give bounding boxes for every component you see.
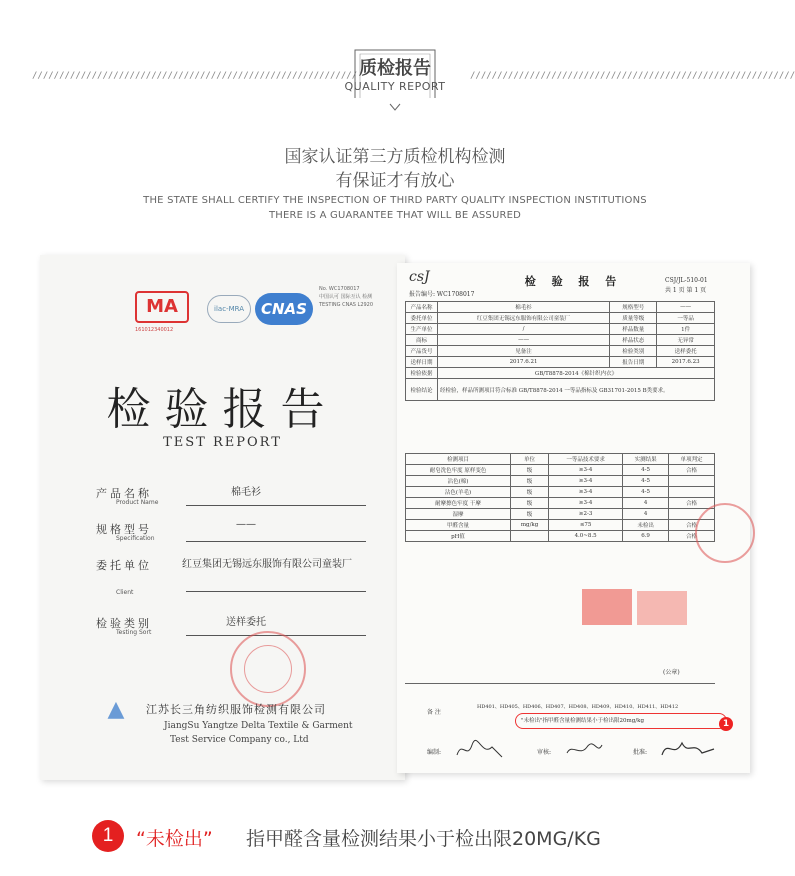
table-row: 商标 —— 样品状态 无异常 (406, 335, 715, 346)
sign-label-approve: 批准: (633, 749, 648, 756)
highlight-note: "未检出"指甲醛含量检测结果小于检出限20mg/kg (521, 718, 645, 724)
highlight-marker: 1 (719, 717, 733, 731)
field-specification: 规格型号 Specification —— (96, 521, 366, 547)
cnas-caption: No. WC1708017 中国认可 国际互认 检测 TESTING CNAS L2920 (319, 286, 374, 308)
decorative-slashes-left: //////////////////////////////////////////////////////////// (32, 71, 358, 81)
csj-logo: csJ (409, 269, 430, 285)
cover-subtitle: TEST REPORT (163, 435, 282, 450)
table-header-row: 检测项目 单位 一等品技术要求 实测结果 单项判定 (406, 454, 715, 465)
table-row: 送样日期 2017.6.21 报告日期 2017.6.23 (406, 357, 715, 368)
report-page: 共 1 页 第 1 页 (665, 287, 707, 294)
handwritten-signatures (452, 735, 752, 763)
table-row: 检验结论 经检验，样品所测项目符合标准 GB/T8878-2014 一等品指标及 GB31701-2015 B类要求。 (406, 379, 715, 401)
org-name-en-2: Test Service Company co., Ltd (170, 735, 309, 745)
red-stamp-left (582, 589, 632, 625)
field-testing-sort: 检验类别 Testing Sort 送样委托 (96, 615, 366, 641)
field-client: 委托单位 Client 红豆集团无锡远东服饰有限公司童装厂 (96, 557, 366, 597)
notes-label: 备 注 (427, 709, 441, 716)
report-cover-page (40, 255, 405, 780)
red-stamp-right (637, 591, 687, 625)
section-header (0, 0, 795, 120)
tagline-cn-1: 国家认证第三方质检机构检测 (284, 147, 506, 167)
notes-text: HD401、HD405、HD406、HD407、HD408、HD409、HD410、HD411、HD412 (477, 704, 679, 710)
table-row: 耐皂洗色牢度 原样变色 级 ≥3-4 4-5 合格 (406, 465, 715, 476)
ilac-mra-logo: ilac-MRA (207, 295, 251, 323)
decorative-slashes-right: //////////////////////////////////////////////////////////// (470, 71, 795, 81)
table-row: 生产单位 / 样品数量 1件 (406, 324, 715, 335)
test-results-table (405, 453, 715, 542)
header-title: 质检报告 (359, 58, 431, 79)
cnas-logo: CNAS (255, 293, 313, 325)
report-document-photo (40, 255, 750, 780)
field-product-name: 产品名称 Product Name 棉毛衫 (96, 485, 366, 511)
table-row: 湿摩 级 ≥2-3 4 (406, 509, 715, 520)
report-number: 报告编号: WC1708017 (409, 291, 475, 298)
table-row: 沾色(羊毛) 级 ≥3-4 4-5 (406, 487, 715, 498)
testing-organization (100, 695, 400, 755)
tagline-en-2: THERE IS A GUARANTEE THAT WILL BE ASSURED (268, 210, 522, 221)
table-row: pH值 4.0~8.5 6.9 合格 (406, 531, 715, 542)
highlight-ring (515, 713, 727, 729)
sign-label-compile: 编制: (427, 749, 442, 756)
callout-note (0, 818, 790, 858)
report-detail-page (397, 263, 750, 773)
callout-number-badge: 1 (92, 820, 124, 852)
org-name-cn: 江苏长三角纺织服饰检测有限公司 (146, 703, 326, 716)
cma-number: 161012340012 (135, 327, 174, 333)
seal-stamp-edge (695, 503, 755, 563)
sign-label-review: 审核: (537, 749, 552, 756)
cover-title: 检验报告 (106, 384, 339, 435)
cma-logo: MA (135, 291, 189, 323)
table-row: 委托单位 红豆集团无锡远东服饰有限公司童装厂 质量等级 一等品 (406, 313, 715, 324)
callout-description: 指甲醛含量检测结果小于检出限20MG/KG (246, 828, 601, 850)
report-code: CSJ/JL-510-01 (665, 277, 708, 284)
table-row: 检验依据 GB/T8878-2014《棉针织内衣》 (406, 368, 715, 379)
certification-logos (135, 285, 374, 335)
tagline-cn-2: 有保证才有放心 (335, 171, 455, 191)
callout-highlight-text: “未检出” (136, 828, 213, 850)
report-title: 检 验 报 告 (524, 275, 623, 288)
report-info-table (405, 301, 715, 401)
table-row: 耐摩擦色牢度 干摩 级 ≥3-4 4 合格 (406, 498, 715, 509)
official-seal-inner (244, 645, 292, 693)
tagline-en-1: THE STATE SHALL CERTIFY THE INSPECTION OF THIRD PARTY QUALITY INSPECTION INSTITUTIONS (143, 195, 647, 206)
header-badge (335, 36, 455, 116)
table-row: 沾色(棉) 级 ≥3-4 4-5 (406, 476, 715, 487)
table-row: 产品名称 棉毛衫 规格型号 —— (406, 302, 715, 313)
table-row: 甲醛含量 mg/kg ≤75 未检出 合格 (406, 520, 715, 531)
table-row: 产品货号 见备注 检验类别 送样委托 (406, 346, 715, 357)
triangle-logo-icon: ▲ (107, 697, 125, 722)
org-name-en-1: JiangSu Yangtze Delta Textile & Garment (164, 721, 353, 731)
seal-label: (公章) (663, 669, 680, 676)
header-subtitle: QUALITY REPORT (344, 80, 446, 93)
